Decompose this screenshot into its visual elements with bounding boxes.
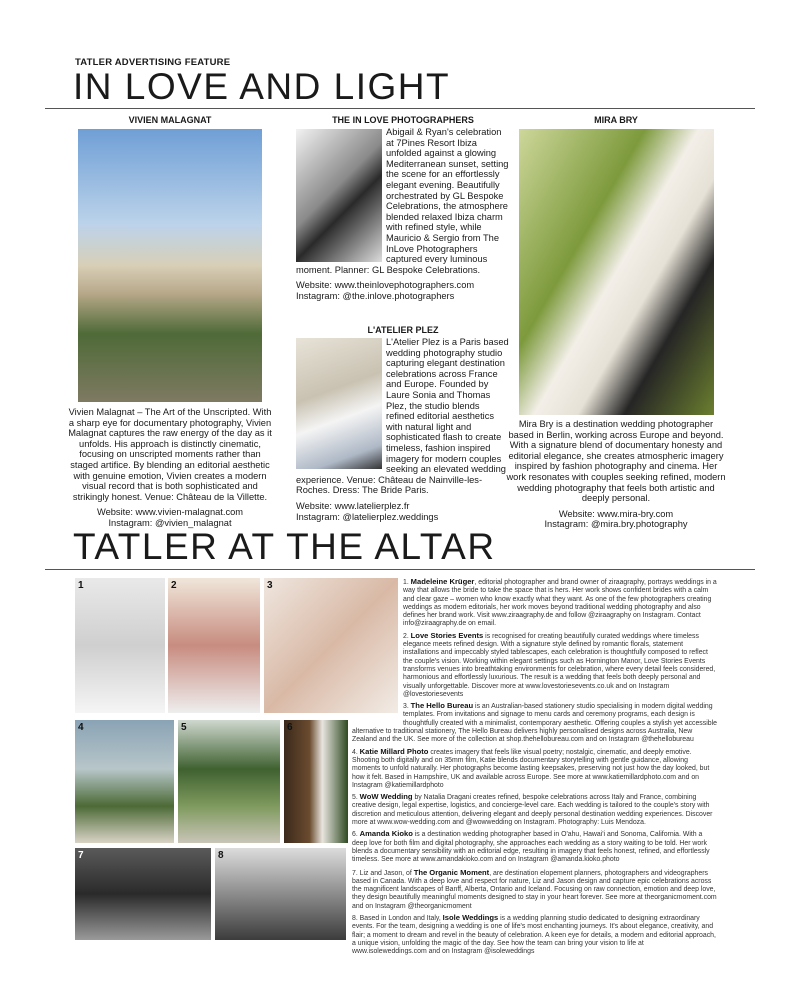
entry-name: The Hello Bureau bbox=[410, 701, 474, 711]
photo-number: 3 bbox=[267, 580, 273, 591]
instagram-link[interactable]: Instagram: @vivien_malagnat bbox=[108, 517, 232, 528]
photo-2 bbox=[168, 578, 260, 713]
entry-number: 8. Based in London and Italy, bbox=[352, 914, 443, 922]
entry-text: is an Australian-based stationery studio specialising in modern digital wedding templates. From invitations and signage to menu cards and ceremony programs, each design is thoughtfully created with a minimalist, contemporary aesthetic. Offering couples a stylish yet accessible alternative to traditional stationery, The Hello Bureau delivers highly personalised designs across Australia, New Zealand and the UK. See more of the collection at shop.thehellobureau.com and on Instagram @thehellobureau bbox=[352, 703, 717, 744]
altar-entry bbox=[352, 632, 717, 699]
altar-entry bbox=[352, 869, 717, 911]
entry-name: Amanda Kioko bbox=[359, 829, 413, 839]
page-title: IN LOVE AND LIGHT bbox=[73, 66, 451, 107]
photo-7 bbox=[75, 848, 211, 940]
altar-entry bbox=[352, 914, 717, 956]
advertising-kicker: TATLER ADVERTISING FEATURE bbox=[75, 57, 231, 68]
photo-number: 1 bbox=[78, 580, 84, 591]
entry-number: 6. bbox=[352, 831, 360, 839]
feature-heading: MIRA BRY bbox=[594, 115, 638, 125]
entry-number: 4. bbox=[352, 748, 360, 756]
entry-name: Katie Millard Photo bbox=[359, 746, 429, 756]
feature-inlove bbox=[296, 115, 510, 302]
photo-field-couple bbox=[519, 129, 714, 415]
divider bbox=[45, 108, 755, 109]
photo-8 bbox=[215, 848, 346, 940]
photo-number: 5 bbox=[181, 722, 187, 733]
website-link[interactable]: Website: www.theinlovephotographers.com bbox=[296, 280, 475, 291]
photo-number: 4 bbox=[78, 722, 84, 733]
feature-body: L'Atelier Plez is a Paris based wedding photography studio capturing elegant destination celebrations across France and Europe. Founded by Laure Sonia and Thomas Plez, the studio blends refined editorial aesthetics with natural light and sophisticated flash to create timeless, fashion inspired imagery for modern couples seeking an elevated wedding experience. Venue: Château de Nainville-les-Roches. Dress: The Bride Paris. bbox=[296, 337, 509, 496]
entry-name: Isole Weddings bbox=[442, 912, 499, 922]
photo-6 bbox=[284, 720, 348, 843]
entry-text: , are destination elopement planners, photographers and videographers based in Canada. With a deep love and respect for nature, Liz and Jason design and capture epic celebrations across the magnificent landscapes of Banff, Alberta, Ontario and Iceland. Focusing on raw connection, emotion and deep love, they design beautifully meaningful moments designed to stay in your heart forever. See more at theorganicmoment.com and on Instagram @theorganicmoment bbox=[352, 869, 717, 910]
entry-text: is recognised for creating beautifully curated weddings where timeless elegance meets refined design. With a signature style defined by romantic florals, statement installations and impeccably styled tablescapes, each celebration is thoughtfully composed to reflect the couple's vision. Working within elegant settings such as Hornington Manor, Love Stories Events transforms venues into breathtaking environments for celebration, where every detail feels considered, harmonious and effortlessly luxurious. The result is a wedding that feels both deeply personal and visually unforgettable. Discover more at www.lovestoriesevents.co.uk and on Instagram @lovestoriesevents bbox=[403, 632, 716, 698]
entry-name: Love Stories Events bbox=[410, 630, 484, 640]
instagram-link[interactable]: Instagram: @mira.bry.photography bbox=[544, 519, 688, 530]
entry-number: 2. bbox=[403, 632, 411, 640]
feature-body: Abigail & Ryan's celebration at 7Pines Resort Ibiza unfolded against a glowing Mediterranean sunset, setting the scene for an effortlessly elegant evening. Beautifully orchestrated by GL Bespoke Celebrations, the atmosphere blended relaxed Ibiza charm with refined style, while Mauricio & Sergio from The InLove Photographers captured every luminous moment. Planner: GL Bespoke Celebrations. bbox=[296, 127, 509, 275]
feature-links bbox=[516, 509, 716, 530]
photo-number: 8 bbox=[218, 850, 224, 861]
divider bbox=[45, 569, 755, 570]
entry-name: WoW Wedding bbox=[359, 792, 413, 802]
feature-body: Mira Bry is a destination wedding photographer based in Berlin, working across Europe and beyond. With a signature blend of documentary honesty and editorial elegance, she creates atmospheric imagery inspired by fashion photography and cinema. Her work resonates with couples seeking refined, modern wedding photography that feels both artistic and deeply personal. bbox=[506, 419, 726, 504]
website-link[interactable]: Website: www.vivien-malagnat.com bbox=[96, 507, 244, 518]
photo-number: 7 bbox=[78, 850, 84, 861]
feature-links bbox=[296, 501, 510, 522]
photo-number: 2 bbox=[171, 580, 177, 591]
entry-number: 7. Liz and Jason, of bbox=[352, 869, 414, 877]
photo-salon-couple bbox=[296, 338, 382, 469]
feature-links bbox=[296, 280, 510, 301]
altar-entries bbox=[352, 578, 717, 959]
entry-text: is a wedding planning studio dedicated to designing extraordinary events. For the team, designing a wedding is one of life's most enchanting journeys. It's about elegance, creativity, and flair; a moment to dream and revel in the beauty of celebration. A keen eye for details, a modern and editorial approach, a unique vision, unfolding the magic of the day. See how the team can bring your vision to life at www.isoleweddings.com and on Instagram @isoleweddings bbox=[352, 914, 716, 956]
feature-mira bbox=[506, 115, 726, 530]
instagram-link[interactable]: Instagram: @the.inlove.photographers bbox=[296, 290, 455, 301]
feature-vivien bbox=[68, 115, 272, 529]
entry-text: creates imagery that feels like visual poetry; nostalgic, cinematic, and deeply emotive. Shooting both digitally and on 35mm film, Katie blends documentary storytelling with gentle guidance, allowing moments to unfold naturally. Her photographs become lasting keepsakes, preserving not just how the day looked, but how it felt. Based in Hampshire, UK and available across Europe. See more at www.katiemillardphoto.com and on Instagram @katiemillardphoto bbox=[352, 748, 710, 789]
feature-plez bbox=[296, 325, 510, 522]
entry-text: by Natalia Dragani creates refined, bespoke celebrations across Italy and France, combining creative design, legal expertise, logistics, and concierge-level care. Each wedding is tailored to the couple's story with discretion and meticulous attention, delivering elegant and deeply personal destination wedding experiences. Discover more at www.wow-wedding.com and @wowwedding on Instagram. Photography: Luis Mendoza. bbox=[352, 794, 713, 827]
photo-bw-couple bbox=[296, 129, 382, 262]
website-link[interactable]: Website: www.mira-bry.com bbox=[558, 508, 674, 519]
spacer bbox=[352, 578, 403, 720]
feature-heading: L'ATELIER PLEZ bbox=[367, 325, 439, 335]
photo-1 bbox=[75, 578, 165, 713]
section-title: TATLER AT THE ALTAR bbox=[73, 526, 496, 567]
photo-4 bbox=[75, 720, 174, 843]
feature-heading: VIVIEN MALAGNAT bbox=[128, 115, 212, 125]
altar-entry bbox=[352, 702, 717, 744]
altar-entry bbox=[352, 793, 717, 827]
photo-chateau-couple bbox=[78, 129, 262, 402]
entry-number: 3. bbox=[403, 703, 411, 711]
altar-entry bbox=[352, 830, 717, 864]
altar-entry bbox=[352, 578, 717, 629]
entry-name: Madeleine Krüger bbox=[410, 577, 475, 586]
photo-5 bbox=[178, 720, 280, 843]
instagram-link[interactable]: Instagram: @latelierplez.weddings bbox=[296, 511, 439, 522]
entry-number: 1. bbox=[403, 579, 411, 586]
feature-heading: THE IN LOVE PHOTOGRAPHERS bbox=[332, 115, 474, 125]
feature-body: Vivien Malagnat – The Art of the Unscripted. With a sharp eye for documentary photography, Vivien Malagnat captures the raw energy of the day as it unfolds. His approach is distinctly cinematic, focusing on unscripted moments rather than staged artifice. By blending an editorial aesthetic with genuine emotion, Vivien creates a modern visual record that is both sophisticated and strikingly honest. Venue: Château de la Villette. bbox=[68, 407, 272, 502]
entry-text: is a destination wedding photographer based in O'ahu, Hawai'i and Sonoma, California. With a deep love for both film and digital photography, she approaches each wedding as a story waiting to be told. Her work blends a documentary sensibility with an editorial edge, resulting in imagery that feels honest, refined, and effortlessly timeless. See more at www.amandakioko.com and on Instagram @amanda.kioko.photo bbox=[352, 831, 710, 864]
entry-text: , editorial photographer and brand owner of ziraagraphy, portrays weddings in a way that allows the bride to take the space that is hers. Her work shows confident brides with a calm and clear gaze – women who know exactly what they want. As one of the few photographers creating weddings as modern editorials, her work moves beyond traditional wedding photography and also defines her brand work. Visit www.ziraagraphy.de and follow @ziraagraphy on Instagram. Contact info@ziraagraphy.de on email. bbox=[403, 579, 717, 628]
photo-number: 6 bbox=[287, 722, 293, 733]
altar-entry bbox=[352, 748, 717, 790]
entry-name: The Organic Moment bbox=[413, 867, 490, 877]
entry-number: 5. bbox=[352, 794, 360, 802]
website-link[interactable]: Website: www.latelierplez.fr bbox=[296, 500, 410, 511]
